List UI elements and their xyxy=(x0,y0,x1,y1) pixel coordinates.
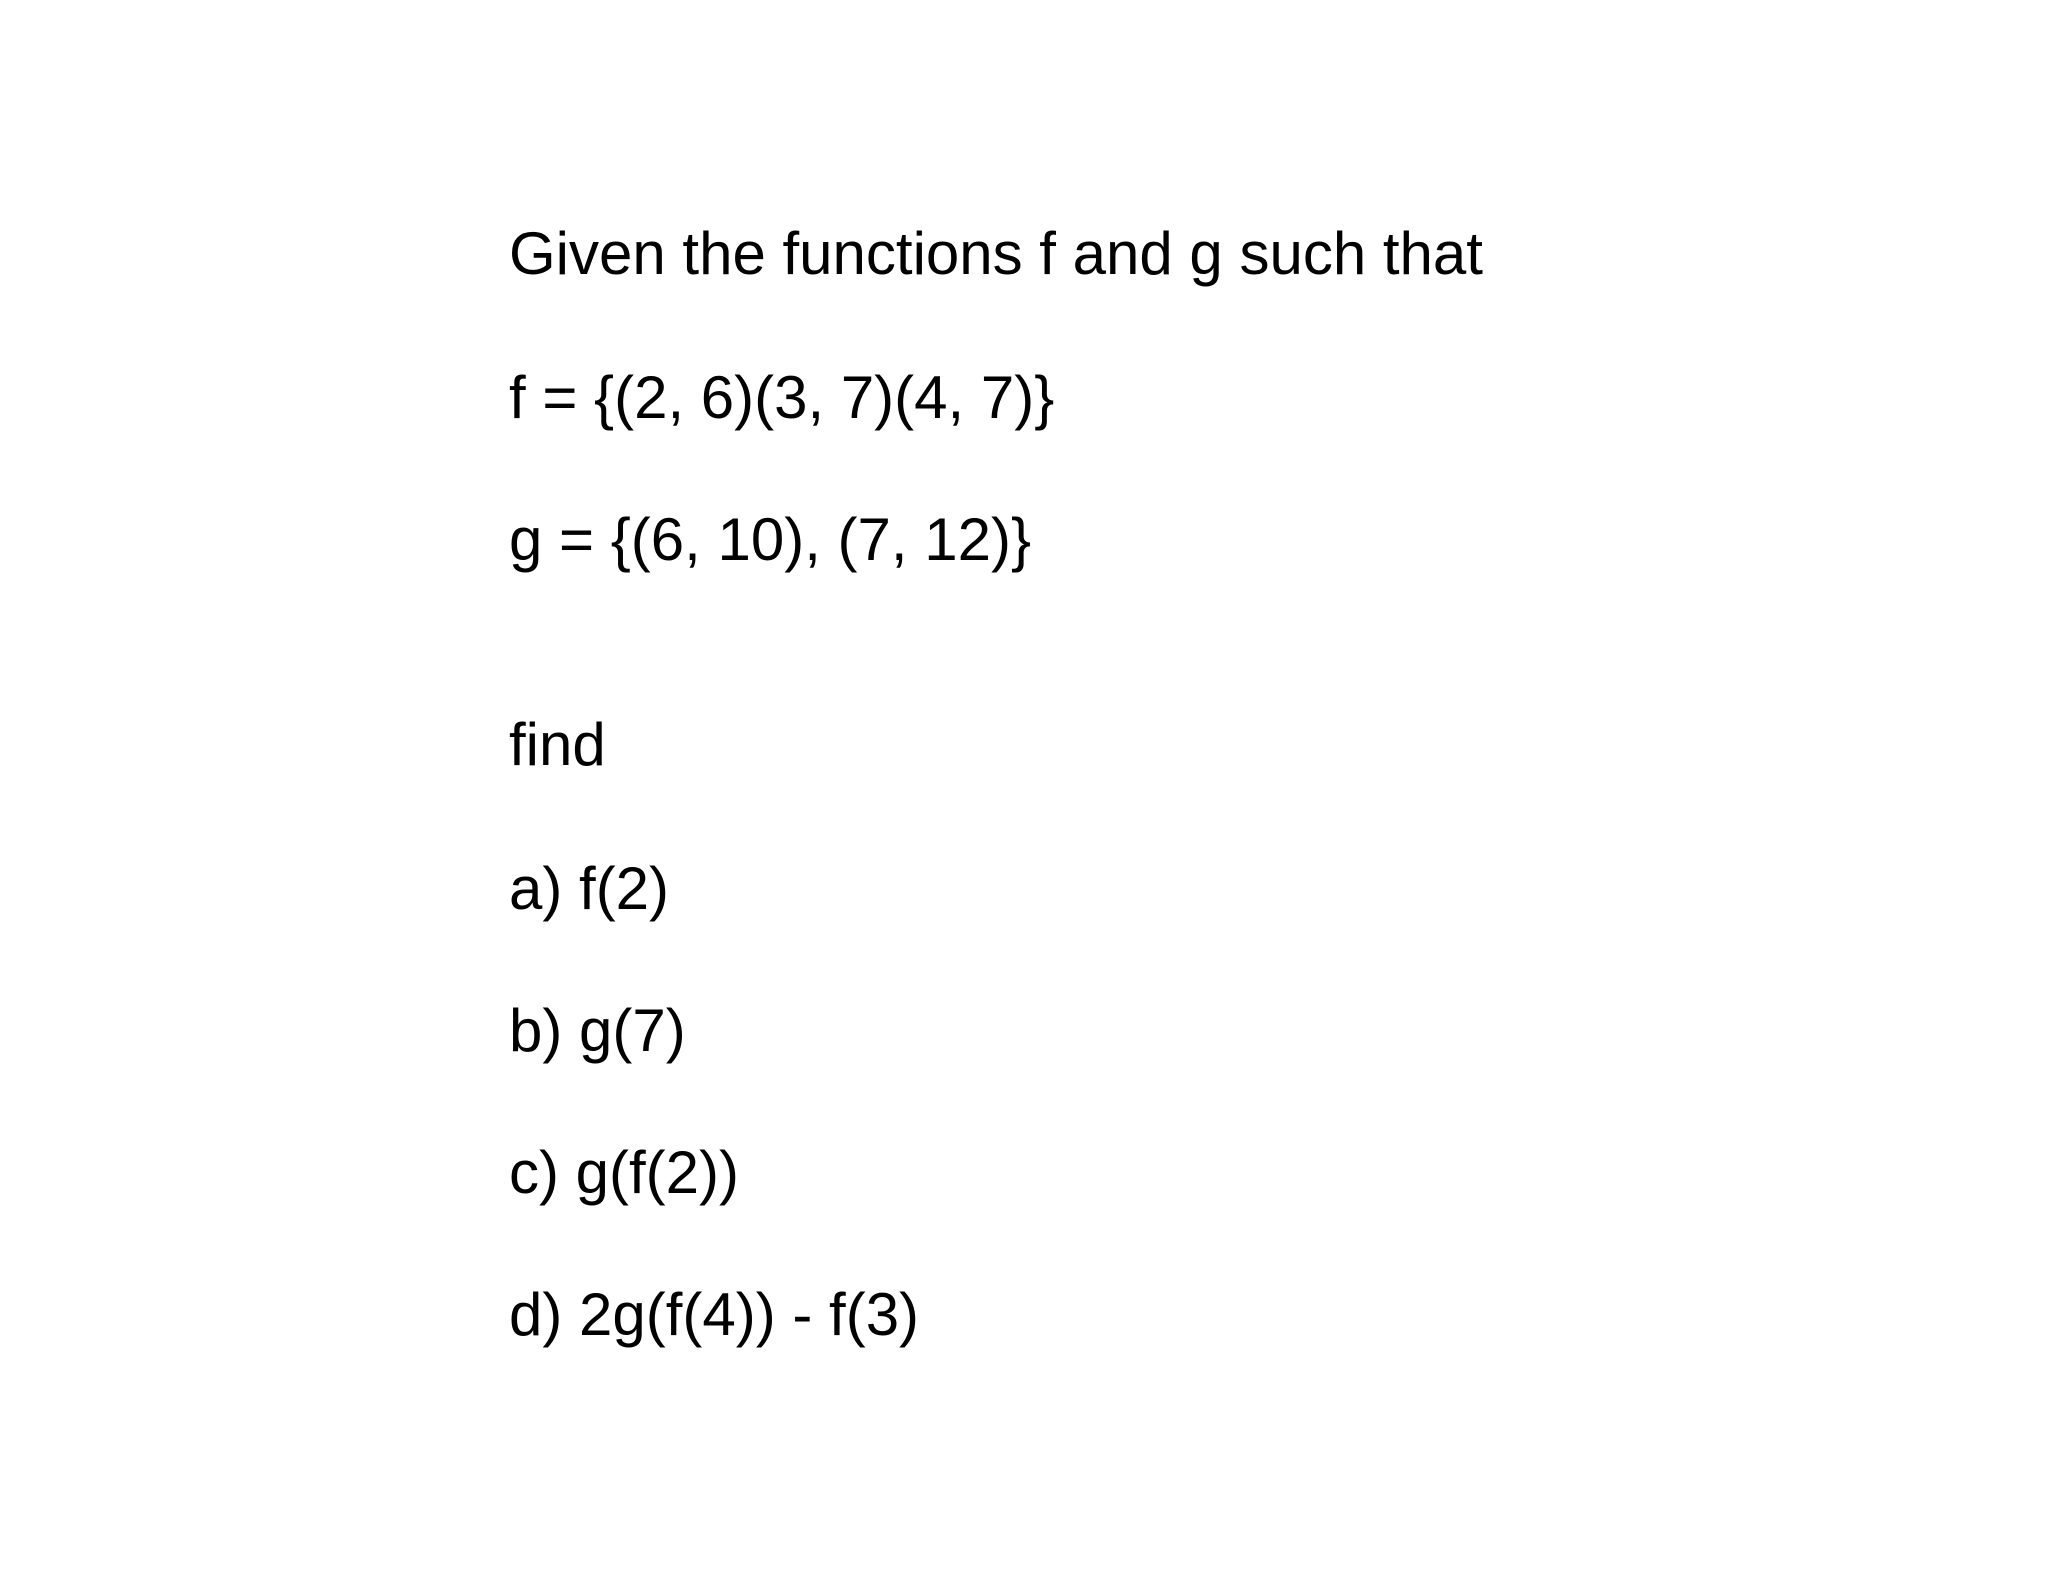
function-f-definition: f = {(2, 6)(3, 7)(4, 7)} xyxy=(509,364,1055,431)
question-part-b: b) g(7) xyxy=(509,997,686,1064)
function-g-definition: g = {(6, 10), (7, 12)} xyxy=(509,506,1031,573)
instruction-find: find xyxy=(509,711,606,778)
problem-intro: Given the functions f and g such that xyxy=(509,220,1483,287)
question-part-a: a) f(2) xyxy=(509,855,670,922)
question-part-c: c) g(f(2)) xyxy=(509,1139,739,1206)
question-part-d: d) 2g(f(4)) - f(3) xyxy=(509,1281,920,1348)
